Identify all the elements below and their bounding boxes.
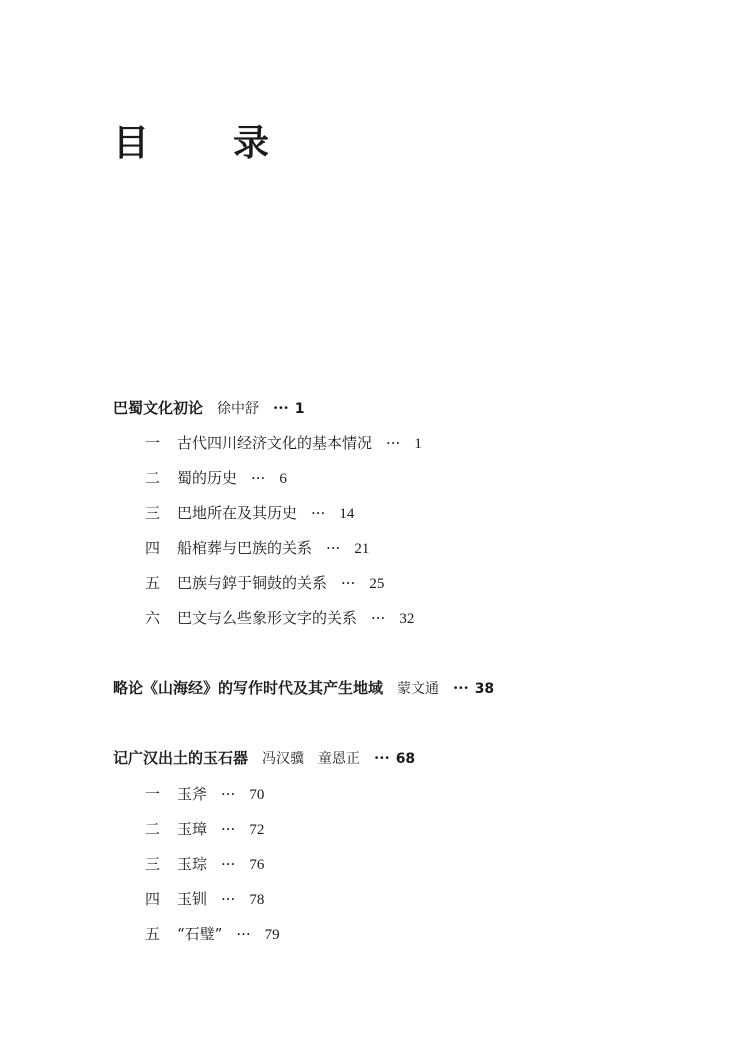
leader-dots: ···	[311, 504, 326, 522]
item-label: 巴族与錞于铜鼓的关系	[177, 574, 328, 592]
toc-sub-entry[interactable]	[145, 922, 280, 946]
item-label: 古代四川经济文化的基本情况	[177, 434, 373, 452]
item-number: 三	[145, 855, 161, 873]
leader-dots: ···	[386, 434, 401, 452]
toc-sub-entry[interactable]	[145, 817, 264, 841]
page-title: 目 录	[113, 123, 294, 164]
item-number: 二	[145, 820, 161, 838]
page-number: 21	[354, 541, 370, 557]
item-number: 四	[145, 890, 161, 908]
page-number: 78	[249, 892, 265, 908]
item-label: 玉斧	[177, 785, 208, 803]
leader-dots: ···	[221, 890, 236, 908]
page-number: 25	[369, 576, 385, 592]
section-author: 蒙文通	[397, 681, 440, 697]
item-number: 一	[145, 434, 161, 452]
item-number: 五	[145, 574, 161, 592]
item-label: 巴地所在及其历史	[177, 504, 298, 522]
item-number: 二	[145, 469, 161, 487]
leader-dots: ···	[273, 399, 289, 417]
item-label: 船棺葬与巴族的关系	[177, 539, 313, 557]
leader-dots: ···	[453, 679, 469, 697]
leader-dots: ···	[251, 469, 266, 487]
item-label: 玉钏	[177, 890, 208, 908]
page-number: 1	[414, 436, 422, 452]
item-number: 六	[145, 609, 161, 627]
page-number: 6	[279, 471, 287, 487]
leader-dots: ···	[236, 925, 251, 943]
leader-dots: ···	[221, 855, 236, 873]
section-title: 记广汉出土的玉石器	[113, 749, 249, 767]
toc-sub-entry[interactable]	[145, 887, 264, 911]
page-number: 70	[249, 787, 265, 803]
toc-sub-entry[interactable]	[145, 852, 264, 876]
toc-sub-entry[interactable]	[145, 606, 414, 630]
item-number: 四	[145, 539, 161, 557]
toc-sub-entry[interactable]	[145, 536, 369, 560]
toc-sub-entry[interactable]	[145, 782, 264, 806]
page-number: 68	[395, 751, 416, 767]
section-author: 冯汉骥 童恩正	[262, 751, 361, 767]
toc-section-entry[interactable]	[113, 396, 304, 420]
item-label: 蜀的历史	[177, 469, 238, 487]
item-label: 玉璋	[177, 820, 208, 838]
item-number: 三	[145, 504, 161, 522]
leader-dots: ···	[341, 574, 356, 592]
leader-dots: ···	[326, 539, 341, 557]
section-author: 徐中舒	[217, 401, 260, 417]
page-number: 79	[264, 927, 280, 943]
page-number: 76	[249, 857, 265, 873]
item-number: 五	[145, 925, 161, 943]
item-label: “石璧”	[177, 925, 223, 943]
toc-section-entry[interactable]	[113, 676, 494, 700]
item-label: 玉琮	[177, 855, 208, 873]
page-number: 1	[294, 401, 305, 417]
leader-dots: ···	[221, 785, 236, 803]
page-number: 14	[339, 506, 355, 522]
leader-dots: ···	[371, 609, 386, 627]
leader-dots: ···	[221, 820, 236, 838]
toc-sub-entry[interactable]	[145, 466, 287, 490]
item-label: 巴文与么些象形文字的关系	[177, 609, 358, 627]
section-title: 巴蜀文化初论	[113, 399, 204, 417]
section-title: 略论《山海经》的写作时代及其产生地域	[113, 679, 384, 697]
toc-section-entry[interactable]	[113, 746, 415, 770]
page-number: 72	[249, 822, 265, 838]
page-number: 32	[399, 611, 415, 627]
leader-dots: ···	[374, 749, 390, 767]
toc-sub-entry[interactable]	[145, 571, 384, 595]
page-number: 38	[474, 681, 495, 697]
toc-sub-entry[interactable]	[145, 431, 422, 455]
item-number: 一	[145, 785, 161, 803]
toc-sub-entry[interactable]	[145, 501, 354, 525]
